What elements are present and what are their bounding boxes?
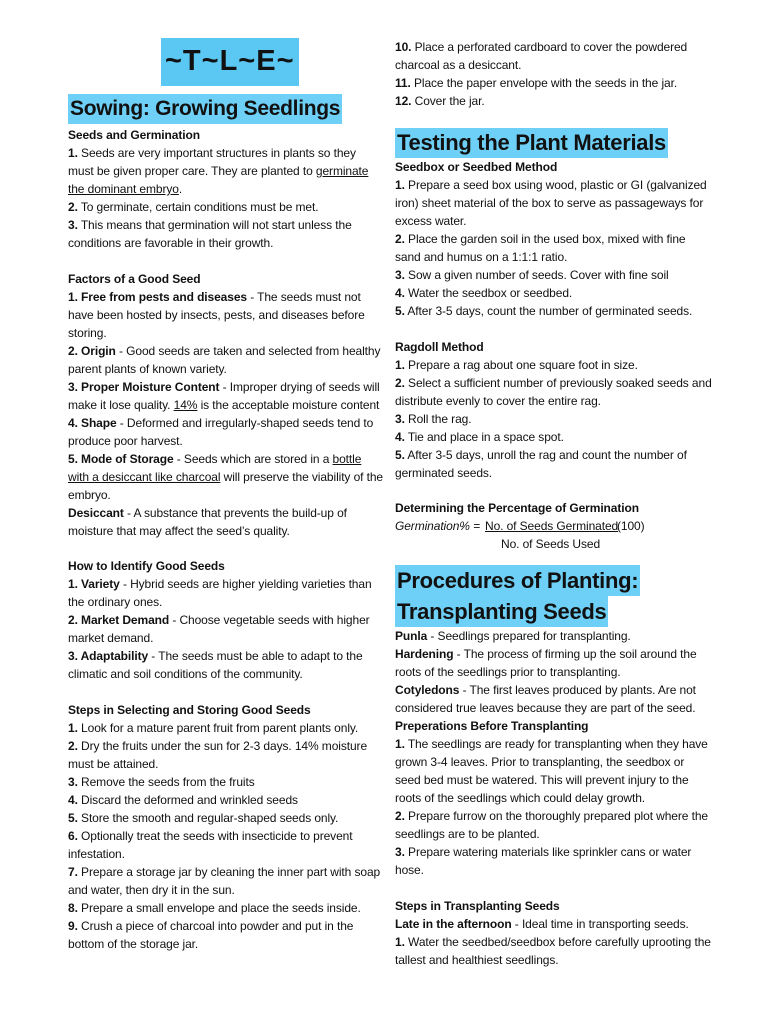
section-title-ragdoll: Ragdoll Method [395,339,484,354]
list-item: 2. Market Demand - Choose vegetable seeds with higher market demand. [68,613,370,645]
list-item: 1. Seeds are very important structures in plants so they must be given proper care. They are planted to germinate the dominant embryo. [68,146,369,196]
section-title-seeds: Seeds and Germination [68,128,200,142]
heading-procedures-line1: Procedures of Planting: [395,565,640,596]
heading-procedures [395,565,713,627]
list-item: 4. Water the seedbox or seedbed. [395,286,573,300]
list-item: 6. Optionally treat the seeds with insecticide to prevent infestation. [68,828,353,861]
list-item: 2. Origin - Good seeds are taken and selected from healthy parent plants of known variety. [68,343,381,376]
definition-late-afternoon: Late in the afternoon - Ideal time in transporting seeds. [395,916,689,931]
list-item: 2. Select a sufficient number of previously soaked seeds and distribute evenly to cover the entire rag. [395,375,712,408]
section-title-factors: Factors of a Good Seed [68,271,201,286]
section-title-percent: Determining the Percentage of Germination [395,501,639,515]
list-item: 11. Place the paper envelope with the seeds in the jar. [395,76,678,90]
list-item: 3. Proper Moisture Content - Improper drying of seeds will make it lose quality. 14% is the acceptable moisture content [68,379,380,412]
heading-sowing: Sowing: Growing Seedlings [68,94,342,124]
list-item: 3. Prepare watering materials like sprinkler cans or water hose. [395,845,692,877]
definition-desiccant: Desiccant - A substance that prevents the build-up of moisture that may affect the seed’s quality. [68,505,347,538]
list-item: 1. Prepare a rag about one square foot in size. [395,357,638,372]
section-title-identify: How to Identify Good Seeds [68,559,225,573]
list-item: 2. To germinate, certain conditions must be met. [68,200,319,214]
list-item: 1. Look for a mature parent fruit from parent plants only. [68,720,359,735]
section-title-transplanting: Steps in Transplanting Seeds [395,898,560,913]
formula-multiplier: (100) [617,519,645,533]
list-item: 5. Mode of Storage - Seeds which are stored in a bottle with a desiccant like charcoal will preserve the viability of the embryo. [68,451,383,502]
list-item: 5. After 3-5 days, unroll the rag and count the number of germinated seeds. [395,447,687,480]
list-item: 5. Store the smooth and regular-shaped seeds only. [68,810,339,825]
formula-numerator: No. of Seeds Germinated [485,519,619,533]
germination-formula [395,517,713,553]
heading-procedures-line2: Transplanting Seeds [395,596,608,627]
section-title-steps: Steps in Selecting and Storing Good Seeds [68,702,311,717]
definition-cotyledons: Cotyledons - The first leaves produced by plants. Are not considered true leaves because they are part of the seed. [395,683,696,715]
list-item: 1. Free from pests and diseases - The seeds must not have been hosted by insects, pests, and diseases before storing. [68,289,365,340]
list-item: 10. Place a perforated cardboard to cover the powdered charcoal as a desiccant. [395,40,688,72]
list-item: 1. The seedlings are ready for transplanting when they have grown 3-4 leaves. Prior to transplanting, the seedbox or seed bed must be watered. This will prevent injury to the roots of the seedlings which could delay growth. [395,737,708,805]
list-item: 1. Water the seedbed/seedbox before carefully uprooting the tallest and healthiest seedlings. [395,934,711,967]
list-item: 1. Prepare a seed box using wood, plastic or GI (galvanized iron) sheet material of the box to serve as passageways for excess water. [395,178,707,228]
list-item: 12. Cover the jar. [395,94,485,108]
list-item: 5. After 3-5 days, count the number of germinated seeds. [395,304,693,318]
definition-hardening: Hardening - The process of firming up the soil around the roots of the seedlings prior to transplanting. [395,647,697,679]
section-title-prep: Preperations Before Transplanting [395,719,589,733]
list-item: 1. Variety - Hybrid seeds are higher yielding varieties than the ordinary ones. [68,577,372,609]
list-item: 3. Sow a given number of seeds. Cover with fine soil [395,268,669,282]
list-item: 3. Roll the rag. [395,411,472,426]
list-item: 4. Shape - Deformed and irregularly-shaped seeds tend to produce poor harvest. [68,415,374,448]
list-item: 4. Discard the deformed and wrinkled seeds [68,792,298,807]
formula-denominator: No. of Seeds Used [501,537,601,551]
list-item: 2. Place the garden soil in the used box, mixed with fine sand and humus on a 1:1:1 ratio. [395,232,686,264]
list-item: 4. Tie and place in a space spot. [395,429,564,444]
left-column [68,38,384,953]
list-item: 2. Dry the fruits under the sun for 2-3 days. 14% moisture must be attained. [68,738,368,771]
formula-lhs: Germination% = [395,519,480,533]
list-item: 7. Prepare a storage jar by cleaning the inner part with soap and water, then dry it in the sun. [68,864,381,897]
heading-testing: Testing the Plant Materials [395,128,668,158]
tle-badge: ~T~L~E~ [161,38,299,86]
list-item: 3. This means that germination will not start unless the conditions are favorable in their growth. [68,218,352,250]
list-item: 9. Crush a piece of charcoal into powder and put in the bottom of the storage jar. [68,918,354,951]
definition-punla: Punla - Seedlings prepared for transplanting. [395,629,631,643]
list-item: 3. Adaptability - The seeds must be able to adapt to the climatic and soil conditions of the community. [68,649,363,681]
list-item: 8. Prepare a small envelope and place the seeds inside. [68,900,361,915]
right-column [395,38,713,969]
section-title-seedbox: Seedbox or Seedbed Method [395,160,558,174]
list-item: 3. Remove the seeds from the fruits [68,774,255,789]
list-item: 2. Prepare furrow on the thoroughly prepared plot where the seedlings are to be planted. [395,809,708,841]
